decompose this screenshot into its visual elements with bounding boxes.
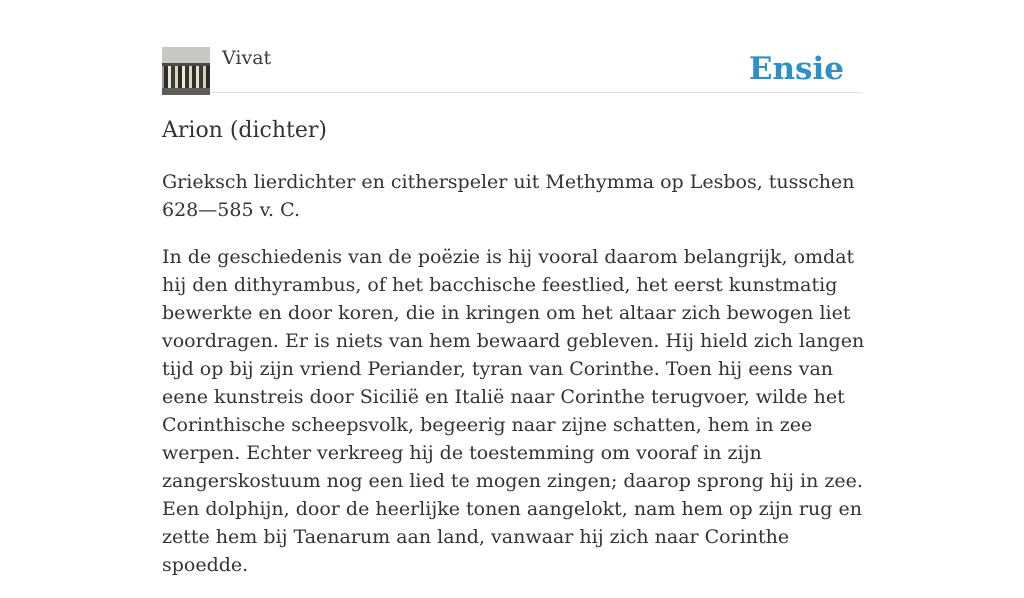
author-avatar[interactable] bbox=[162, 47, 210, 95]
article-body bbox=[162, 168, 866, 598]
bookshelf-avatar-image bbox=[162, 47, 210, 95]
article-paragraph: In de geschiedenis van de poëzie is hij vooral daarom belangrijk, omdat hij den dithyrambus, of het bacchische feestlied, het eerst kunstmatig bewerkte en door koren, die in kringen om het altaar zich bewogen liet voordragen. Er is niets van hem bewaard gebleven. Hij hield zich langen tijd op bij zijn vriend Periander, tyran van Corinthe. Toen hij eens van eene kunstreis door Sicilië en Italië naar Corinthe terugvoer, wilde het Corinthische scheepsvolk, begeerig naar zijne schatten, hem in zee werpen. Echter verkreeg hij de toestemming om vooraf in zijn zangerskostuum nog een lied te mogen zingen; daarop sprong hij in zee. Een dolphijn, door de heerlijke tonen aangelokt, nam hem op zijn rug en zette hem bij Taenarum aan land, vanwaar hij zich naar Corinthe spoedde. bbox=[162, 246, 865, 576]
author-name[interactable]: Vivat bbox=[222, 47, 272, 69]
article-title: Arion (dichter) bbox=[162, 118, 327, 143]
article-paragraph: Grieksch lierdichter en citherspeler uit Methymma op Lesbos, tusschen 628—585 v. C. bbox=[162, 171, 855, 221]
page-header bbox=[162, 46, 862, 93]
ensie-logo-link[interactable]: Ensie bbox=[748, 51, 844, 87]
